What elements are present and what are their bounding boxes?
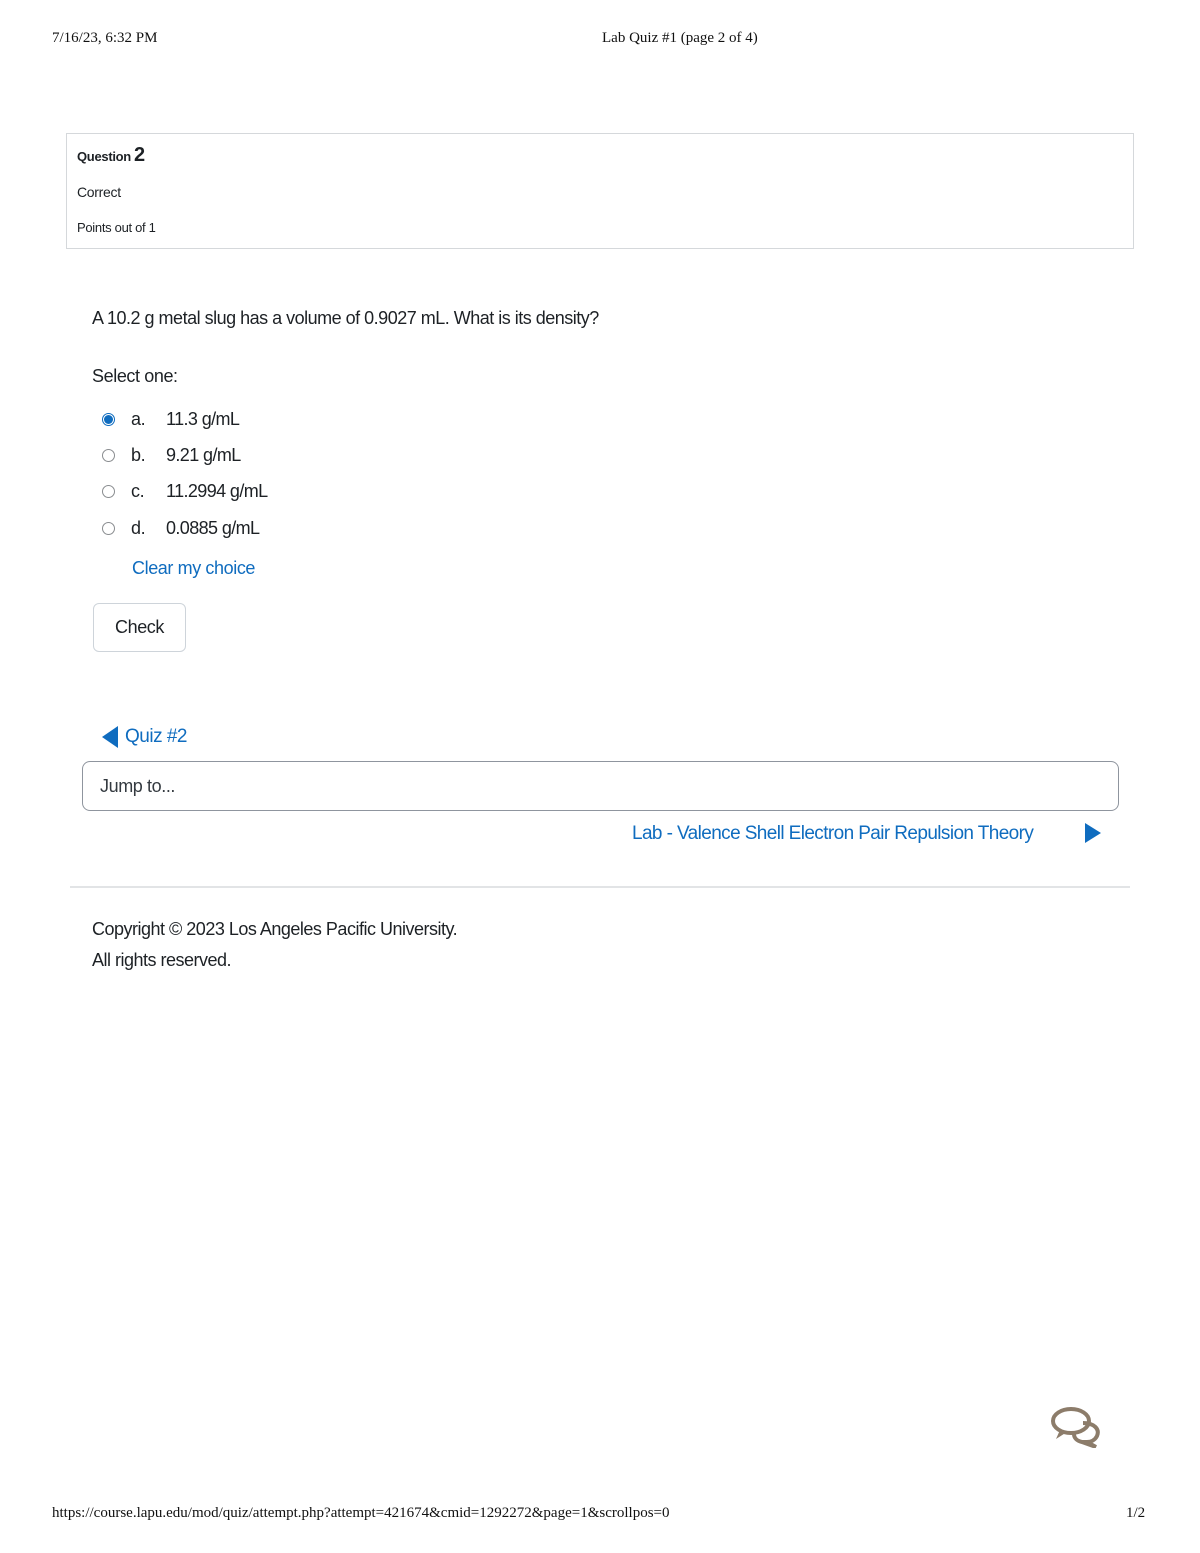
question-text: A 10.2 g metal slug has a volume of 0.9027 mL. What is its density? bbox=[92, 308, 599, 328]
radio-unselected-icon[interactable] bbox=[102, 522, 115, 535]
caret-left-icon bbox=[102, 726, 118, 748]
check-button[interactable]: Check bbox=[93, 603, 186, 652]
copyright-line-1: Copyright © 2023 Los Angeles Pacific University. bbox=[92, 919, 458, 939]
prev-activity-label[interactable]: Quiz #2 bbox=[125, 726, 187, 747]
option-value: 0.0885 g/mL bbox=[166, 518, 260, 538]
print-url: https://course.lapu.edu/mod/quiz/attempt.php?attempt=421674&cmid=1292272&page=1&scrollpos=0 bbox=[52, 1505, 670, 1521]
jump-to-select[interactable] bbox=[82, 761, 1119, 811]
question-number-value: 2 bbox=[133, 144, 145, 166]
option-letter: c. bbox=[131, 481, 145, 501]
question-label: Question bbox=[77, 149, 131, 164]
question-state: Correct bbox=[77, 184, 121, 200]
radio-selected-icon[interactable] bbox=[102, 413, 115, 426]
radio-unselected-icon[interactable] bbox=[102, 449, 115, 462]
select-one-prompt: Select one: bbox=[92, 366, 178, 386]
option-value: 9.21 g/mL bbox=[166, 445, 241, 465]
option-letter: b. bbox=[131, 445, 146, 465]
option-value: 11.2994 g/mL bbox=[166, 481, 268, 501]
clear-choice-link[interactable]: Clear my choice bbox=[132, 558, 256, 578]
print-footer bbox=[0, 1505, 1200, 1525]
option-letter: d. bbox=[131, 518, 146, 538]
copyright-line-2: All rights reserved. bbox=[92, 950, 232, 970]
option-value: 11.3 g/mL bbox=[166, 409, 240, 429]
print-datetime: 7/16/23, 6:32 PM bbox=[52, 30, 158, 46]
question-info-box bbox=[66, 133, 1134, 249]
print-page-number: 1/2 bbox=[1126, 1505, 1146, 1521]
copyright-notice bbox=[92, 914, 457, 976]
chat-bubbles-icon[interactable] bbox=[1050, 1406, 1102, 1448]
footer-divider bbox=[70, 886, 1130, 888]
caret-right-icon bbox=[1085, 823, 1101, 843]
jump-to-placeholder: Jump to... bbox=[100, 776, 176, 796]
print-header bbox=[0, 30, 1200, 50]
radio-unselected-icon[interactable] bbox=[102, 485, 115, 498]
print-page-title: Lab Quiz #1 (page 2 of 4) bbox=[602, 30, 758, 46]
option-letter: a. bbox=[131, 409, 146, 429]
question-grade: Points out of 1 bbox=[77, 220, 156, 235]
next-activity-label[interactable]: Lab - Valence Shell Electron Pair Repulsion Theory bbox=[632, 823, 1034, 844]
question-number bbox=[77, 144, 145, 167]
